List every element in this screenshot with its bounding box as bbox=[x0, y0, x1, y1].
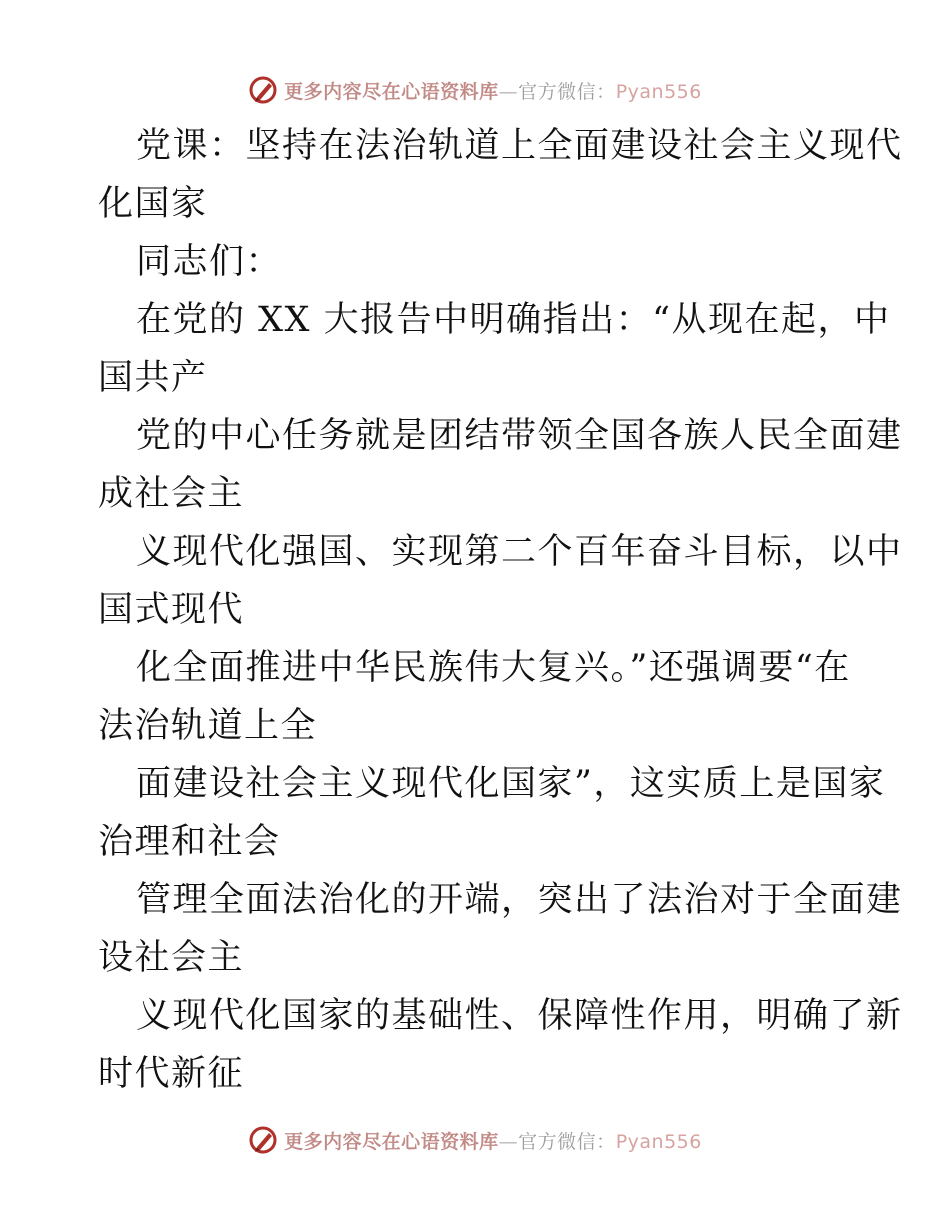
text-line: 在党的 XX 大报告中明确指出：“从现在起，中 bbox=[136, 300, 891, 340]
text-line: 党的中心任务就是团结带领全国各族人民全面建 bbox=[136, 416, 903, 456]
text-line: 面建设社会主义现代化国家”，这实质上是国家 bbox=[136, 764, 886, 804]
text-line: 义现代化国家的基础性、保障性作用，明确了新 bbox=[136, 996, 903, 1036]
text-line: 化全面推进中华民族伟大复兴。”还强调要“在 bbox=[136, 648, 851, 688]
text-line: 国式现代 bbox=[98, 590, 245, 630]
banner-wechat-label: 官方微信： bbox=[518, 80, 616, 103]
header-banner-text bbox=[284, 77, 702, 104]
document-body bbox=[98, 117, 903, 1103]
text-line: 党课：坚持在法治轨道上全面建设社会主义现代 bbox=[136, 126, 903, 166]
text-line: 义现代化强国、实现第二个百年奋斗目标，以中 bbox=[136, 532, 903, 572]
pen-logo-icon bbox=[248, 75, 278, 105]
pen-logo-icon bbox=[248, 1125, 278, 1155]
banner-main-text: 更多内容尽在心语资料库 bbox=[284, 1130, 499, 1153]
text-line: 管理全面法治化的开端，突出了法治对于全面建 bbox=[136, 880, 903, 920]
banner-wechat-id: Pyan556 bbox=[615, 1130, 702, 1153]
banner-wechat-label: 官方微信： bbox=[518, 1130, 616, 1153]
header-banner bbox=[0, 72, 950, 108]
text-line: 治理和社会 bbox=[98, 822, 281, 862]
footer-banner bbox=[0, 1122, 950, 1158]
banner-separator: — bbox=[498, 1130, 519, 1153]
text-line: 时代新征 bbox=[98, 1054, 245, 1094]
text-line: 国共产 bbox=[98, 358, 208, 398]
text-line: 成社会主 bbox=[98, 474, 245, 514]
footer-banner-text bbox=[284, 1127, 702, 1154]
banner-main-text: 更多内容尽在心语资料库 bbox=[284, 80, 499, 103]
text-line: 化国家 bbox=[98, 184, 208, 224]
banner-separator: — bbox=[498, 80, 519, 103]
text-line: 法治轨道上全 bbox=[98, 706, 318, 746]
banner-wechat-id: Pyan556 bbox=[615, 80, 702, 103]
text-line: 设社会主 bbox=[98, 938, 245, 978]
text-line: 同志们： bbox=[136, 242, 283, 282]
